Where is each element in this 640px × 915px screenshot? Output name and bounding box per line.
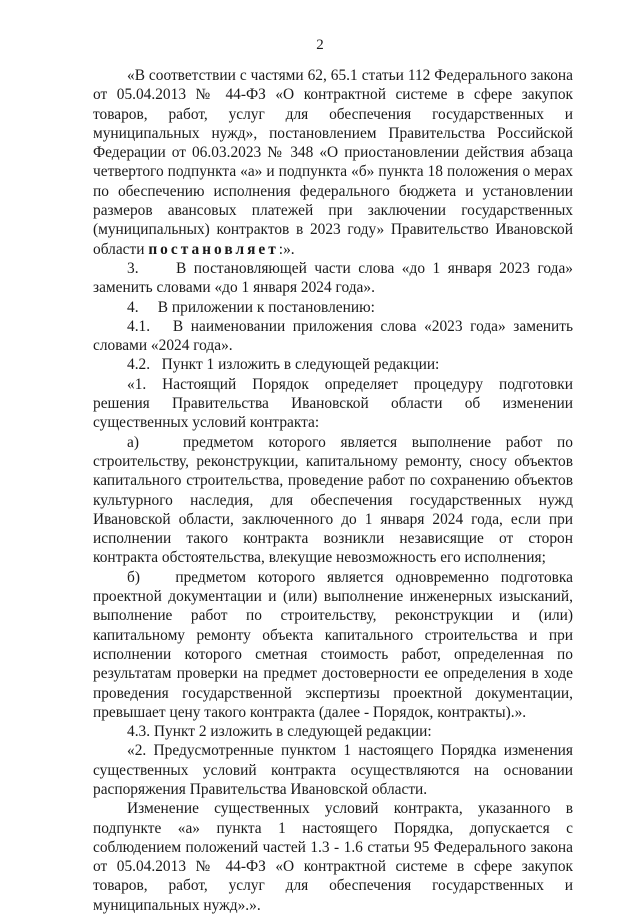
paragraph-item-4: 4. В приложении к постановлению: xyxy=(127,298,375,316)
preamble-text: «В соответствии с частями 62, 65.1 статьи 112 Федерального закона от 05.04.2013 № 44-ФЗ «О контрактной системе в сфере закупок товаров, работ, услуг для обеспечения государственных и муниципальных нужд», постановлением Правительства Российской Федерации от 06.03.2023 № 348 «О приостановлении действия абзаца четвертого подпункта «а» и подпункта «б» пункта 18 положения о мерах по обеспечению исполнения федерального бюджета и установлении размеров авансовых платежей при заключении государственных (муниципальных) контрактов в 2023 году» Правительство Ивановской области xyxy=(93,67,573,258)
paragraph-preamble xyxy=(93,66,573,259)
paragraph-clause-1: «1. Настоящий Порядок определяет процедуру подготовки решения Правительства Ивановской области об изменении существенных условий контракта: xyxy=(93,375,573,432)
paragraph-item-4-1: 4.1. В наименовании приложения слова «2023 года» заменить словами «2024 года». xyxy=(93,317,573,355)
page-number: 2 xyxy=(316,37,324,53)
decree-tail: :». xyxy=(278,240,295,258)
paragraph-clause-2: «2. Предусмотренные пунктом 1 настоящего Порядка изменения существенных условий контракта осуществляются на основании распоряжения Правительства Ивановской области. xyxy=(93,742,573,798)
paragraph-item-4-2: 4.2. Пункт 1 изложить в следующей редакции: xyxy=(127,356,440,374)
paragraph-change-conditions: Изменение существенных условий контракта, указанного в подпункте «а» пункта 1 настоящего Порядка, допускается с соблюдением положений частей 1.3 - 1.6 статьи 95 Федерального закона от 05.04.2013 № 44-ФЗ «О контрактной системе в сфере закупок товаров, работ, услуг для обеспечения государственных и муниципальных нужд».». xyxy=(93,800,573,914)
paragraph-item-3: 3. В постановляющей части слова «до 1 января 2023 года» заменить словами «до 1 января 2024 года». xyxy=(93,259,573,297)
paragraph-subclause-a: а) предметом которого является выполнение работ по строительству, реконструкции, капитальному ремонту, сносу объектов капитального строительства, проведение работ по сохранению объектов культурного наследия, для обеспечения государственных нужд Ивановской области, заключенного до 1 января 2024 года, если при исполнении такого контракта возникли независящие от сторон контракта обстоятельства, влекущие невозможность его исполнения; xyxy=(93,433,573,567)
paragraph-item-4-3: 4.3. Пункт 2 изложить в следующей редакции: xyxy=(127,723,432,741)
decree-word: постановляет xyxy=(148,240,279,258)
document-body xyxy=(93,66,573,915)
paragraph-subclause-b: б) предметом которого является одновременно подготовка проектной документации и (или) выполнение инженерных изысканий, выполнение работ по строительству, реконструкции и (или) капитальному ремонту объекта капитального строительства и при исполнении которого сметная стоимость работ, определенная по результатам проверки на предмет достоверности ее определения в ходе проведения государственной экспертизы проектной документации, превышает цену такого контракта (далее - Порядок, контракты).». xyxy=(93,568,573,721)
